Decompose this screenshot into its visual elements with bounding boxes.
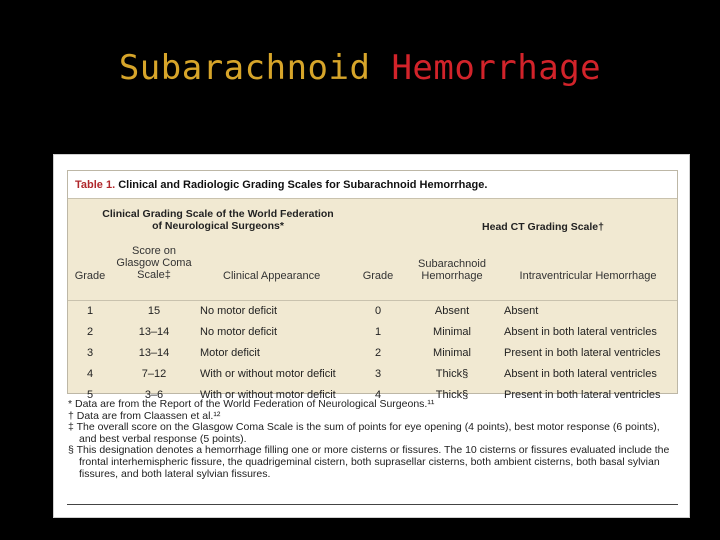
slide-title-word-1: Subarachnoid	[118, 48, 371, 88]
cell-ivh: Absent	[504, 305, 539, 317]
cell-appearance: With or without motor deficit	[200, 389, 336, 401]
slide-title	[0, 48, 720, 88]
cell-gcs: 13–14	[138, 347, 170, 359]
cell-sah: Minimal	[433, 326, 471, 338]
table-caption-text: Clinical and Radiologic Grading Scales for Subarachnoid Hemorrhage.	[118, 179, 488, 191]
cell-gcs: 7–12	[141, 368, 167, 380]
group-header-clinical: Clinical Grading Scale of the World Federation of Neurological Surgeons*	[102, 208, 334, 232]
cell-ct-grade: 3	[374, 368, 382, 380]
footnote-thick: § This designation denotes a hemorrhage filling one or more cisterns or fissures. The 10 cisterns or fissures evaluated include the frontal interhemispheric fissure, the quadrigeminal cistern, both suprasellar cisterns, both ambient cisterns, both basal sylvian fissures, and both lateral sylvian fissures.	[68, 444, 670, 480]
table-caption-number: Table 1.	[75, 179, 116, 191]
col-header-gcs: Score on Glasgow Coma Scale‡	[116, 245, 192, 281]
cell-gcs: 3–6	[144, 389, 164, 401]
cell-grade: 3	[86, 347, 94, 359]
cell-gcs: 13–14	[138, 326, 170, 338]
footnote-gcs: ‡ The overall score on the Glasgow Coma Scale is the sum of points for eye opening (4 points), best motor response (6 points), and best verbal response (5 points).	[68, 421, 660, 445]
cell-ct-grade: 2	[374, 347, 382, 359]
cell-ivh: Present in both lateral ventricles	[504, 389, 661, 401]
slide-title-word-2: Hemorrhage	[391, 48, 602, 88]
table-footnotes	[68, 399, 680, 480]
col-header-appearance: Clinical Appearance	[223, 270, 321, 282]
table-row	[68, 364, 677, 385]
footnote-claassen: † Data are from Claassen et al.¹²	[68, 409, 221, 422]
cell-ct-grade: 0	[374, 305, 382, 317]
cell-grade: 4	[86, 368, 94, 380]
cell-gcs: 15	[147, 305, 161, 317]
cell-ct-grade: 1	[374, 326, 382, 338]
cell-appearance: No motor deficit	[200, 305, 278, 317]
col-header-ivh: Intraventricular Hemorrhage	[519, 270, 657, 282]
cell-sah: Thick§	[435, 368, 469, 380]
cell-grade: 1	[86, 305, 94, 317]
cell-grade: 2	[86, 326, 94, 338]
group-header-ct: Head CT Grading Scale†	[482, 221, 604, 233]
cell-sah: Minimal	[433, 347, 471, 359]
col-header-sah: Subarachnoid Hemorrhage	[418, 258, 486, 282]
col-header-ct-grade: Grade	[362, 270, 394, 282]
cell-sah: Thick§	[435, 389, 469, 401]
cell-ivh: Present in both lateral ventricles	[504, 347, 661, 359]
table-row	[68, 301, 677, 322]
table-row	[68, 322, 677, 343]
cell-grade: 5	[86, 389, 94, 401]
cell-appearance: Motor deficit	[200, 347, 260, 359]
table-body	[68, 301, 677, 406]
col-header-grade: Grade	[74, 270, 106, 282]
footnote-bottom-rule	[67, 504, 678, 505]
cell-appearance: No motor deficit	[200, 326, 278, 338]
table-row	[68, 343, 677, 364]
cell-ivh: Absent in both lateral ventricles	[504, 368, 657, 380]
cell-sah: Absent	[434, 305, 470, 317]
cell-ivh: Absent in both lateral ventricles	[504, 326, 657, 338]
table-caption	[68, 171, 677, 199]
footnote-wfns: * Data are from the Report of the World Federation of Neurological Surgeons.¹¹	[68, 398, 435, 410]
grading-table	[67, 170, 678, 401]
cell-ct-grade: 4	[374, 389, 382, 401]
cell-appearance: With or without motor deficit	[200, 368, 336, 380]
journal-table-figure	[53, 154, 690, 518]
